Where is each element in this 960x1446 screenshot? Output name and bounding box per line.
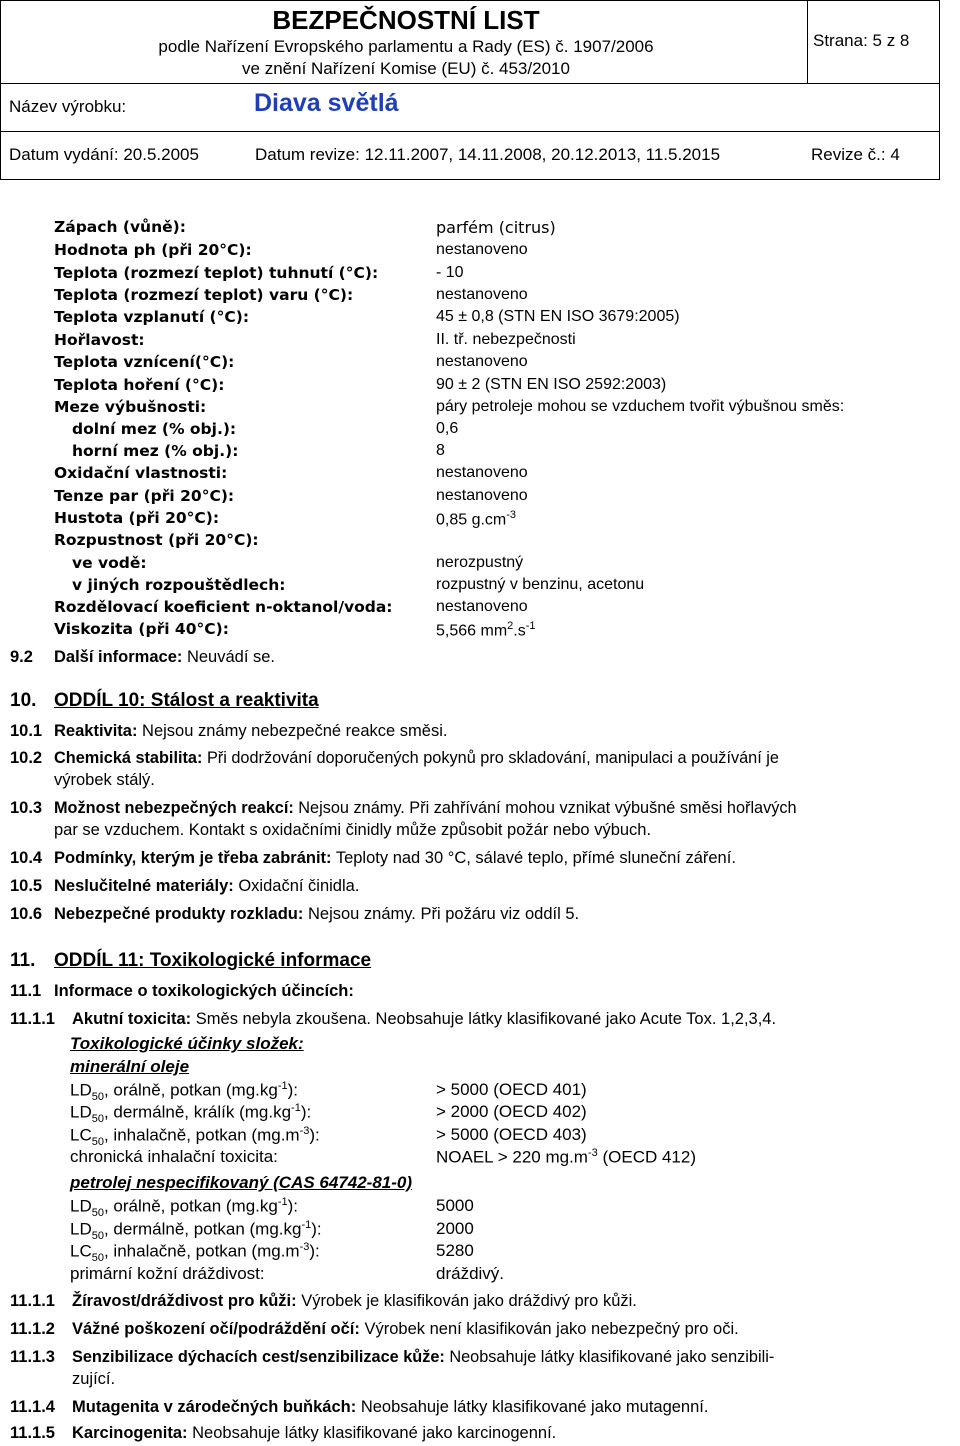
property-label: Hodnota ph (při 20°C): bbox=[54, 241, 252, 259]
subsection-number: 10.3 bbox=[10, 799, 43, 817]
property-value: 0,85 $g.cm^{-3}$ bbox=[436, 509, 517, 529]
subsection-number: 11.1.3 bbox=[10, 1348, 55, 1366]
property-value: nestanoveno bbox=[436, 487, 528, 504]
header-divider bbox=[807, 1, 808, 83]
property-label: Teplota hoření (°C): bbox=[54, 376, 225, 394]
subsection-number: 11.1.5 bbox=[10, 1424, 55, 1442]
tox-row-label: $LD_{50}$, dermálně, králík $(mg.kg^{-1})$: bbox=[70, 1102, 312, 1126]
property-label: Oxidační vlastnosti: bbox=[54, 464, 228, 482]
header-divider bbox=[1, 83, 939, 84]
subsection-number: 10.1 bbox=[10, 722, 43, 740]
subsection-title: Informace o toxikologických účincích: bbox=[54, 982, 354, 1000]
tox-row-value: > 2000 (OECD 402) bbox=[436, 1102, 587, 1121]
tox-row-value: dráždivý. bbox=[436, 1264, 505, 1283]
tox-row-label: $LD_{50}$, orálně, potkan $(mg.kg^{-1})$: bbox=[70, 1080, 299, 1104]
subsection-number: 10.5 bbox=[10, 877, 43, 895]
section-9-2: Další informace: Neuvádí se. bbox=[54, 648, 276, 666]
property-value: 0,6 bbox=[436, 420, 459, 437]
section-11-title: ODDÍL 11: Toxikologické informace bbox=[54, 950, 372, 971]
tox-row-value: 5000 bbox=[436, 1196, 474, 1215]
subsection-number: 11.1.4 bbox=[10, 1398, 55, 1416]
property-label: Meze výbušnosti: bbox=[54, 398, 207, 416]
property-label: Rozpustnost (při 20°C): bbox=[54, 531, 259, 549]
section-10-title: ODDÍL 10: Stálost a reaktivita bbox=[54, 690, 319, 711]
property-value: nerozpustný bbox=[436, 554, 524, 571]
property-label: Teplota vzplanutí (°C): bbox=[54, 308, 250, 326]
property-label: Teplota (rozmezí teplot) tuhnutí (°C): bbox=[54, 264, 379, 282]
regulation-line-1: podle Nařízení Evropského parlamentu a Rady (ES) č. 1907/2006 bbox=[158, 37, 654, 56]
subsection-text-cont: zující. bbox=[72, 1370, 116, 1388]
property-value: 8 bbox=[436, 442, 445, 459]
subsection-number: 10.6 bbox=[10, 905, 43, 923]
section-number: 10. bbox=[10, 690, 37, 711]
property-value: nestanoveno bbox=[436, 464, 528, 481]
property-value: 90 ± 2 (STN EN ISO 2592:2003) bbox=[436, 376, 667, 393]
tox-row-value: > 5000 (OECD 403) bbox=[436, 1125, 587, 1144]
subsection-number: 10.4 bbox=[10, 849, 43, 867]
component-title: minerální oleje bbox=[70, 1057, 190, 1076]
property-value: nestanoveno bbox=[436, 286, 528, 303]
subsection-text: Neslučitelné materiály: Oxidační činidla. bbox=[54, 877, 360, 895]
property-value: 5,566 $mm^2.s^{-1}$ bbox=[436, 620, 536, 640]
property-label: Viskozita (při 40°C): bbox=[54, 620, 229, 638]
document-header bbox=[0, 0, 940, 180]
subsection-text: Senzibilizace dýchacích cest/senzibilizace kůže: Neobsahuje látky klasifikované jako senzibili- bbox=[72, 1348, 775, 1366]
subsection-number: 11.1 bbox=[10, 982, 42, 1000]
regulation-line-2: ve znění Nařízení Komise (EU) č. 453/2010 bbox=[242, 59, 570, 78]
section-number: 11. bbox=[10, 950, 36, 971]
property-value: rozpustný v benzinu, acetonu bbox=[436, 576, 645, 593]
tox-row-label: $LD_{50}$, dermálně, potkan $(mg.kg^{-1})$: bbox=[70, 1219, 322, 1243]
page-number: Strana: 5 z 8 bbox=[813, 31, 910, 50]
property-value: 45 ± 0,8 (STN EN ISO 3679:2005) bbox=[436, 308, 680, 325]
property-label: v jiných rozpouštědlech: bbox=[72, 576, 286, 594]
subsection-text: Karcinogenita: Neobsahuje látky klasifikované jako karcinogenní. bbox=[72, 1424, 557, 1442]
property-label: horní mez (% obj.): bbox=[72, 442, 239, 460]
subsection-text: Akutní toxicita: Směs nebyla zkoušena. Neobsahuje látky klasifikované jako Acute Tox. 1,2,3,4. bbox=[72, 1010, 777, 1028]
subsection-number: 10.2 bbox=[10, 749, 43, 767]
property-value: nestanoveno bbox=[436, 353, 528, 370]
issue-date: Datum vydání: 20.5.2005 bbox=[9, 145, 199, 164]
tox-heading: Toxikologické účinky složek: bbox=[70, 1034, 304, 1053]
property-label: Teplota vznícení(°C): bbox=[54, 353, 235, 371]
subsection-number: 11.1.1 bbox=[10, 1292, 55, 1310]
property-value: nestanoveno bbox=[436, 598, 528, 615]
property-value: II. tř. nebezpečnosti bbox=[436, 331, 576, 348]
subsection-text: Vážné poškození očí/podráždění očí: Výrobek není klasifikován jako nebezpečný pro oči. bbox=[72, 1320, 739, 1338]
subsection-text: Chemická stabilita: Při dodržování doporučených pokynů pro skladování, manipulaci a používání je bbox=[54, 749, 779, 767]
subsection-text: Možnost nebezpečných reakcí: Nejsou známy. Při zahřívání mohou vznikat výbušné směsi hořlavých bbox=[54, 799, 797, 817]
subsection-number: 11.1.1 bbox=[10, 1010, 55, 1028]
property-label: ve vodě: bbox=[72, 554, 147, 572]
tox-row-label: $LC_{50}$, inhalačně, potkan $(mg.m^{-3})$: bbox=[70, 1241, 320, 1265]
property-label: Hořlavost: bbox=[54, 331, 145, 349]
property-label: Teplota (rozmezí teplot) varu (°C): bbox=[54, 286, 354, 304]
tox-row-label: $LC_{50}$, inhalačně, potkan $(mg.m^{-3})$: bbox=[70, 1125, 320, 1149]
property-label: Rozdělovací koeficient n-oktanol/voda: bbox=[54, 598, 393, 616]
header-divider bbox=[1, 131, 939, 132]
document-title: BEZPEČNOSTNÍ LIST bbox=[272, 5, 540, 35]
subsection-text: Nebezpečné produkty rozkladu: Nejsou známy. Při požáru viz oddíl 5. bbox=[54, 905, 580, 923]
section-number: 9.2 bbox=[10, 648, 33, 666]
tox-row-label: primární kožní dráždivost: bbox=[70, 1264, 265, 1283]
subsection-text: Žíravost/dráždivost pro kůži: Výrobek je klasifikován jako dráždivý pro kůži. bbox=[72, 1292, 637, 1310]
tox-row-label: $LD_{50}$, orálně, potkan $(mg.kg^{-1})$: bbox=[70, 1196, 299, 1220]
revision-number: Revize č.: 4 bbox=[811, 145, 900, 164]
property-value: parfém (citrus) bbox=[436, 218, 556, 237]
property-value: páry petroleje mohou se vzduchem tvořit výbušnou směs: bbox=[436, 398, 845, 415]
tox-row-value: NOAEL > 220 $mg.m^{-3}$ (OECD 412) bbox=[436, 1147, 696, 1167]
tox-row-value: 2000 bbox=[436, 1219, 474, 1238]
property-value: nestanoveno bbox=[436, 241, 528, 258]
property-label: dolní mez (% obj.): bbox=[72, 420, 237, 438]
property-value: - 10 bbox=[436, 264, 464, 281]
property-label: Tenze par (při 20°C): bbox=[54, 487, 235, 505]
tox-row-value: > 5000 (OECD 401) bbox=[436, 1080, 587, 1099]
subsection-text: Reaktivita: Nejsou známy nebezpečné reakce směsi. bbox=[54, 722, 448, 740]
subsection-text-cont: par se vzduchem. Kontakt s oxidačními činidly může způsobit požár nebo výbuch. bbox=[54, 821, 652, 839]
product-label: Název výrobku: bbox=[9, 97, 127, 116]
tox-row-label: chronická inhalační toxicita: bbox=[70, 1147, 278, 1166]
component-title: petrolej nespecifikovaný (CAS 64742-81-0) bbox=[70, 1173, 413, 1192]
subsection-text: Mutagenita v zárodečných buňkách: Neobsahuje látky klasifikované jako mutagenní. bbox=[72, 1398, 709, 1416]
subsection-number: 11.1.2 bbox=[10, 1320, 55, 1338]
property-label: Hustota (při 20°C): bbox=[54, 509, 220, 527]
subsection-text-cont: výrobek stálý. bbox=[54, 771, 155, 789]
subsection-text: Podmínky, kterým je třeba zabránit: Teploty nad 30 °C, sálavé teplo, přímé sluneční záření. bbox=[54, 849, 736, 867]
product-name: Diava světlá bbox=[254, 89, 399, 117]
tox-row-value: 5280 bbox=[436, 1241, 474, 1260]
revision-dates: Datum revize: 12.11.2007, 14.11.2008, 20.12.2013, 11.5.2015 bbox=[255, 145, 721, 164]
property-label: Zápach (vůně): bbox=[54, 218, 186, 236]
